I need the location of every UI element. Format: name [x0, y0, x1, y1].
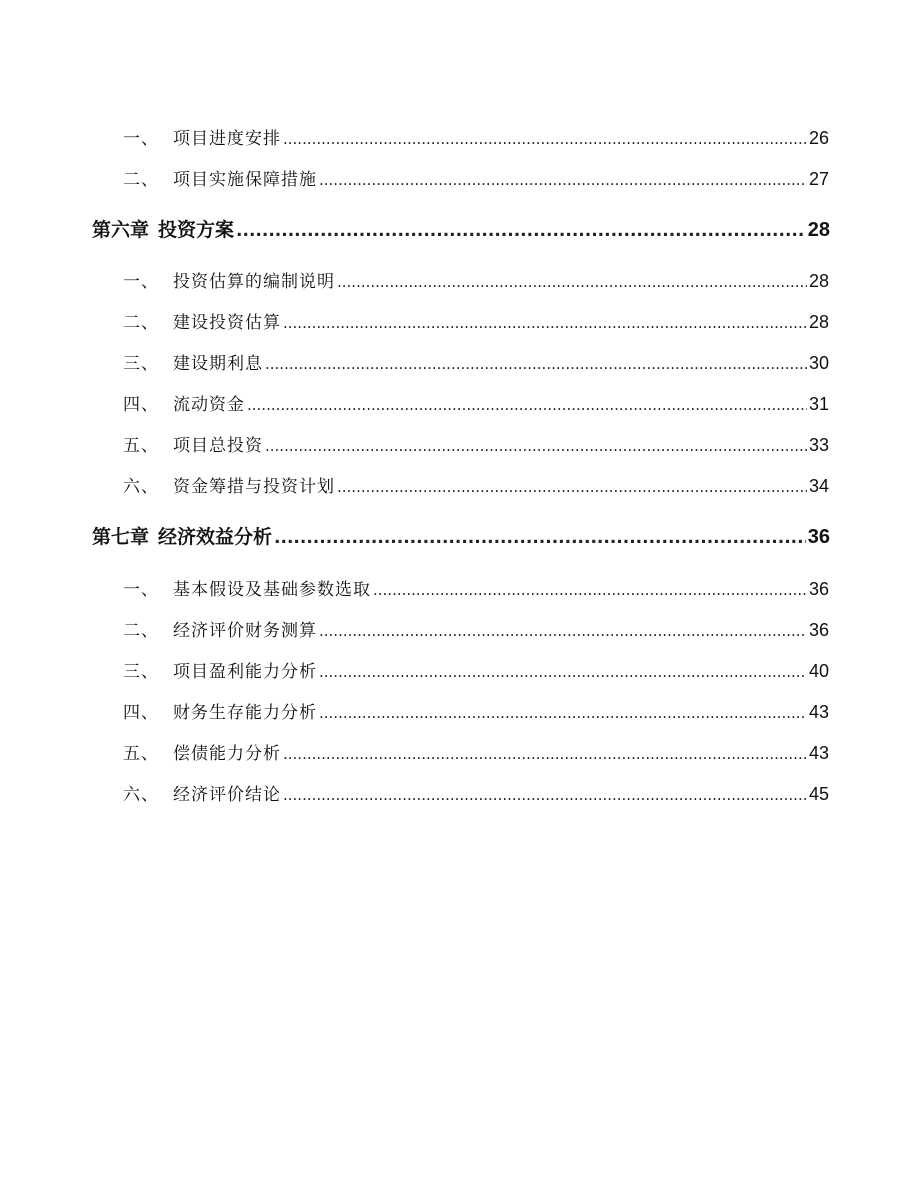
toc-chapter-entry[interactable]: [92, 522, 830, 549]
toc-entry-title: 资金筹措与投资计划: [173, 477, 335, 497]
toc-entry-page: 27: [808, 169, 829, 189]
dot-leader: [283, 130, 807, 148]
toc-entry-title: 财务生存能力分析: [173, 703, 317, 723]
toc-entry-number: 一、: [123, 272, 159, 292]
toc-entry-page: 28: [808, 312, 829, 332]
toc-entry-title: 建设投资估算: [173, 313, 281, 333]
toc-entry-number: 五、: [123, 744, 159, 764]
dot-leader: [283, 745, 807, 763]
toc-entry-page: 33: [808, 435, 829, 455]
toc-entry-number: 一、: [123, 129, 159, 149]
toc-entry-number: 二、: [123, 170, 159, 190]
dot-leader: [319, 622, 807, 640]
dot-leader: [265, 437, 807, 455]
chapter-title: 经济效益分析: [158, 526, 273, 548]
toc-entry-title: 流动资金: [173, 395, 245, 415]
toc-entry-number: 一、: [123, 580, 159, 600]
chapter-number: 第六章: [92, 219, 150, 241]
toc-entry[interactable]: [123, 780, 829, 805]
dot-leader: [247, 396, 807, 414]
toc-entry-title: 项目实施保障措施: [173, 170, 317, 190]
toc-entry-number: 五、: [123, 436, 159, 456]
toc-entry-page: 36: [808, 620, 829, 640]
toc-entry-title: 偿债能力分析: [173, 744, 281, 764]
toc-entry[interactable]: [123, 616, 829, 641]
dot-leader: [319, 171, 807, 189]
chapter-page: 28: [807, 219, 830, 241]
dot-leader: [283, 314, 807, 332]
dot-leader: [373, 581, 807, 599]
toc-entry-page: 43: [808, 743, 829, 763]
toc-entry-number: 六、: [123, 785, 159, 805]
dot-leader: [265, 355, 807, 373]
toc-entry-page: 34: [808, 476, 829, 496]
toc-entry-title: 项目盈利能力分析: [173, 662, 317, 682]
toc-entry[interactable]: [123, 124, 829, 149]
toc-entry[interactable]: [123, 698, 829, 723]
toc-entry[interactable]: [123, 165, 829, 190]
toc-entry-title: 项目进度安排: [173, 129, 281, 149]
toc-entry[interactable]: [123, 431, 829, 456]
toc-entry[interactable]: [123, 267, 829, 292]
toc-entry-page: 31: [808, 394, 829, 414]
toc-entry-number: 三、: [123, 662, 159, 682]
dot-leader: [236, 221, 806, 241]
toc-entry[interactable]: [123, 575, 829, 600]
toc-entry-title: 经济评价结论: [173, 785, 281, 805]
toc-entry-page: 28: [808, 271, 829, 291]
toc-entry-title: 基本假设及基础参数选取: [173, 580, 371, 600]
toc-entry-number: 四、: [123, 703, 159, 723]
toc-entry-page: 40: [808, 661, 829, 681]
toc-entry-page: 43: [808, 702, 829, 722]
toc-entry-number: 四、: [123, 395, 159, 415]
toc-entry-number: 六、: [123, 477, 159, 497]
toc-entry-title: 项目总投资: [173, 436, 263, 456]
toc-entry[interactable]: [123, 308, 829, 333]
dot-leader: [274, 528, 806, 548]
dot-leader: [319, 663, 807, 681]
chapter-page: 36: [807, 526, 830, 548]
toc-entry-number: 三、: [123, 354, 159, 374]
toc-entry[interactable]: [123, 349, 829, 374]
toc-entry-page: 30: [808, 353, 829, 373]
toc-entry-page: 36: [808, 579, 829, 599]
toc-chapter-entry[interactable]: [92, 215, 830, 242]
dot-leader: [337, 478, 807, 496]
toc-entry-number: 二、: [123, 621, 159, 641]
dot-leader: [319, 704, 807, 722]
toc-entry[interactable]: [123, 390, 829, 415]
toc-entry-title: 经济评价财务测算: [173, 621, 317, 641]
toc-entry-page: 45: [808, 784, 829, 804]
chapter-number: 第七章: [92, 526, 150, 548]
toc-entry[interactable]: [123, 472, 829, 497]
toc-entry-title: 投资估算的编制说明: [173, 272, 335, 292]
toc-entry[interactable]: [123, 739, 829, 764]
dot-leader: [283, 786, 807, 804]
toc-entry-number: 二、: [123, 313, 159, 333]
toc-entry[interactable]: [123, 657, 829, 682]
toc-entry-title: 建设期利息: [173, 354, 263, 374]
chapter-title: 投资方案: [158, 219, 235, 241]
dot-leader: [337, 273, 807, 291]
toc-entry-page: 26: [808, 128, 829, 148]
